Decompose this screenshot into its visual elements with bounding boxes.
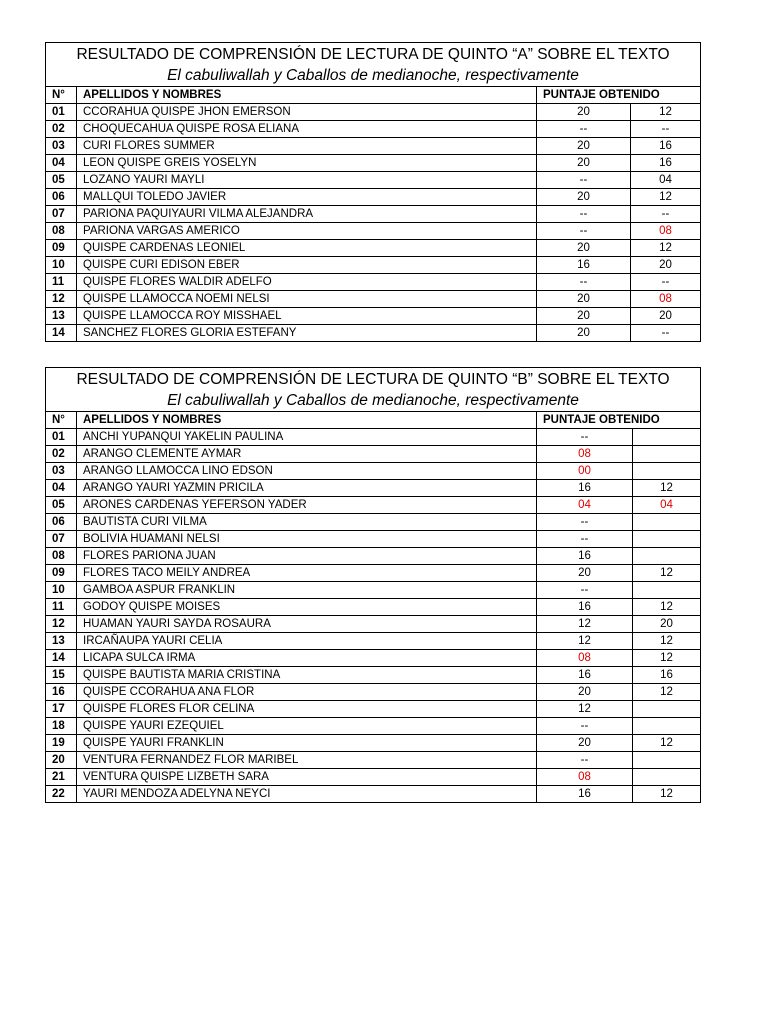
row-number: 05: [46, 497, 77, 514]
score-1: 20: [537, 138, 631, 155]
score-2: --: [631, 206, 701, 223]
score-1: --: [537, 223, 631, 240]
student-name: QUISPE YAURI FRANKLIN: [77, 735, 537, 752]
score-1: 08: [537, 769, 633, 786]
score-2: [633, 446, 701, 463]
score-1: --: [537, 429, 633, 446]
score-2: 12: [631, 189, 701, 206]
table-row: [46, 769, 701, 786]
results-table-quinto-a: [45, 42, 701, 342]
score-2: 16: [631, 155, 701, 172]
student-name: QUISPE CCORAHUA ANA FLOR: [77, 684, 537, 701]
score-2: [633, 514, 701, 531]
student-name: LEON QUISPE GREIS YOSELYN: [77, 155, 537, 172]
score-1: --: [537, 514, 633, 531]
table-row: [46, 548, 701, 565]
score-1: --: [537, 274, 631, 291]
student-name: FLORES PARIONA JUAN: [77, 548, 537, 565]
student-name: QUISPE FLORES FLOR CELINA: [77, 701, 537, 718]
row-number: 13: [46, 633, 77, 650]
row-number: 09: [46, 240, 77, 257]
student-name: VENTURA FERNANDEZ FLOR MARIBEL: [77, 752, 537, 769]
score-2: 12: [633, 735, 701, 752]
table-title: RESULTADO DE COMPRENSIÓN DE LECTURA DE QUINTO “A” SOBRE EL TEXTO: [76, 46, 670, 63]
row-number: 04: [46, 480, 77, 497]
table-row: [46, 633, 701, 650]
row-number: 16: [46, 684, 77, 701]
row-number: 10: [46, 257, 77, 274]
row-number: 07: [46, 531, 77, 548]
row-number: 03: [46, 138, 77, 155]
table-row: [46, 223, 701, 240]
row-number: 08: [46, 223, 77, 240]
score-1: 20: [537, 565, 633, 582]
score-1: 16: [537, 667, 633, 684]
score-1: 12: [537, 633, 633, 650]
score-2: 12: [631, 104, 701, 121]
score-2: 12: [633, 599, 701, 616]
row-number: 02: [46, 446, 77, 463]
row-number: 06: [46, 189, 77, 206]
row-number: 11: [46, 274, 77, 291]
score-2: --: [631, 274, 701, 291]
row-number: 12: [46, 291, 77, 308]
score-1: 12: [537, 701, 633, 718]
score-2: --: [631, 121, 701, 138]
student-name: QUISPE CARDENAS LEONIEL: [77, 240, 537, 257]
row-number: 14: [46, 325, 77, 342]
table-row: [46, 480, 701, 497]
score-2: 12: [633, 650, 701, 667]
table-row: [46, 104, 701, 121]
row-number: 15: [46, 667, 77, 684]
row-number: 11: [46, 599, 77, 616]
table-subtitle: El cabuliwallah y Caballos de medianoche, respectivamente: [167, 67, 579, 84]
table-row: [46, 429, 701, 446]
score-2: 12: [633, 480, 701, 497]
student-name: MALLQUI TOLEDO JAVIER: [77, 189, 537, 206]
student-name: PARIONA VARGAS AMERICO: [77, 223, 537, 240]
student-name: ARANGO CLEMENTE AYMAR: [77, 446, 537, 463]
table-row: [46, 565, 701, 582]
row-number: 04: [46, 155, 77, 172]
table-row: [46, 684, 701, 701]
student-name: GODOY QUISPE MOISES: [77, 599, 537, 616]
score-1: 16: [537, 480, 633, 497]
row-number: 22: [46, 786, 77, 803]
table-row: [46, 206, 701, 223]
student-name: PARIONA PAQUIYAURI VILMA ALEJANDRA: [77, 206, 537, 223]
score-2: 16: [631, 138, 701, 155]
score-2: [633, 582, 701, 599]
student-name: CCORAHUA QUISPE JHON EMERSON: [77, 104, 537, 121]
score-2: 12: [633, 565, 701, 582]
header-score: PUNTAJE OBTENIDO: [537, 412, 701, 429]
table-row: [46, 514, 701, 531]
table-row: [46, 155, 701, 172]
row-number: 02: [46, 121, 77, 138]
score-1: 20: [537, 155, 631, 172]
score-1: 16: [537, 548, 633, 565]
table-title-cell: [46, 43, 701, 87]
row-number: 08: [46, 548, 77, 565]
row-number: 19: [46, 735, 77, 752]
score-1: 16: [537, 599, 633, 616]
row-number: 14: [46, 650, 77, 667]
score-2: 08: [631, 223, 701, 240]
header-number: N°: [46, 87, 77, 104]
table-row: [46, 582, 701, 599]
score-1: 04: [537, 497, 633, 514]
score-1: 12: [537, 616, 633, 633]
student-name: ARANGO LLAMOCCA LINO EDSON: [77, 463, 537, 480]
student-name: LOZANO YAURI MAYLI: [77, 172, 537, 189]
row-number: 05: [46, 172, 77, 189]
student-name: ANCHI YUPANQUI YAKELIN PAULINA: [77, 429, 537, 446]
table-row: [46, 172, 701, 189]
header-names: APELLIDOS Y NOMBRES: [77, 412, 537, 429]
header-number: N°: [46, 412, 77, 429]
student-name: QUISPE BAUTISTA MARIA CRISTINA: [77, 667, 537, 684]
score-1: 08: [537, 650, 633, 667]
score-2: [633, 752, 701, 769]
score-2: [633, 718, 701, 735]
row-number: 09: [46, 565, 77, 582]
score-1: 20: [537, 308, 631, 325]
row-number: 06: [46, 514, 77, 531]
score-2: --: [631, 325, 701, 342]
score-1: --: [537, 752, 633, 769]
row-number: 03: [46, 463, 77, 480]
student-name: CURI FLORES SUMMER: [77, 138, 537, 155]
table-row: [46, 667, 701, 684]
student-name: BOLIVIA HUAMANI NELSI: [77, 531, 537, 548]
score-1: --: [537, 172, 631, 189]
student-name: BAUTISTA CURI VILMA: [77, 514, 537, 531]
row-number: 18: [46, 718, 77, 735]
table-row: [46, 497, 701, 514]
row-number: 01: [46, 429, 77, 446]
score-1: 20: [537, 240, 631, 257]
row-number: 10: [46, 582, 77, 599]
score-1: --: [537, 718, 633, 735]
header-score: PUNTAJE OBTENIDO: [537, 87, 701, 104]
score-1: 00: [537, 463, 633, 480]
table-row: [46, 599, 701, 616]
score-1: 20: [537, 735, 633, 752]
student-name: SANCHEZ FLORES GLORIA ESTEFANY: [77, 325, 537, 342]
score-2: [633, 769, 701, 786]
score-1: 20: [537, 325, 631, 342]
student-name: ARANGO YAURI YAZMIN PRICILA: [77, 480, 537, 497]
table-row: [46, 274, 701, 291]
score-1: 20: [537, 104, 631, 121]
score-2: 04: [631, 172, 701, 189]
score-1: 16: [537, 257, 631, 274]
table-row: [46, 752, 701, 769]
table-row: [46, 291, 701, 308]
score-2: 12: [633, 633, 701, 650]
table-row: [46, 325, 701, 342]
score-2: 16: [633, 667, 701, 684]
score-2: 12: [633, 786, 701, 803]
score-1: --: [537, 121, 631, 138]
score-2: 12: [633, 684, 701, 701]
score-2: [633, 701, 701, 718]
row-number: 01: [46, 104, 77, 121]
score-1: --: [537, 206, 631, 223]
table-subtitle: El cabuliwallah y Caballos de medianoche, respectivamente: [167, 392, 579, 409]
score-1: --: [537, 582, 633, 599]
student-name: ARONES CARDENAS YEFERSON YADER: [77, 497, 537, 514]
table-row: [46, 240, 701, 257]
header-names: APELLIDOS Y NOMBRES: [77, 87, 537, 104]
student-name: LICAPA SULCA IRMA: [77, 650, 537, 667]
student-name: QUISPE FLORES WALDIR ADELFO: [77, 274, 537, 291]
table-row: [46, 189, 701, 206]
student-name: IRCAÑAUPA YAURI CELIA: [77, 633, 537, 650]
student-name: QUISPE YAURI EZEQUIEL: [77, 718, 537, 735]
student-name: QUISPE CURI EDISON EBER: [77, 257, 537, 274]
results-table-quinto-b: [45, 367, 701, 803]
student-name: HUAMAN YAURI SAYDA ROSAURA: [77, 616, 537, 633]
score-1: 08: [537, 446, 633, 463]
table-row: [46, 308, 701, 325]
score-2: [633, 531, 701, 548]
score-2: [633, 548, 701, 565]
score-2: 12: [631, 240, 701, 257]
table-row: [46, 701, 701, 718]
table-row: [46, 531, 701, 548]
table-row: [46, 257, 701, 274]
table-row: [46, 138, 701, 155]
score-2: [633, 429, 701, 446]
table-row: [46, 786, 701, 803]
row-number: 13: [46, 308, 77, 325]
score-2: [633, 463, 701, 480]
student-name: QUISPE LLAMOCCA ROY MISSHAEL: [77, 308, 537, 325]
table-row: [46, 718, 701, 735]
student-name: FLORES TACO MEILY ANDREA: [77, 565, 537, 582]
score-1: 20: [537, 684, 633, 701]
table-row: [46, 121, 701, 138]
score-2: 08: [631, 291, 701, 308]
student-name: QUISPE LLAMOCCA NOEMI NELSI: [77, 291, 537, 308]
student-name: CHOQUECAHUA QUISPE ROSA ELIANA: [77, 121, 537, 138]
student-name: YAURI MENDOZA ADELYNA NEYCI: [77, 786, 537, 803]
table-row: [46, 446, 701, 463]
row-number: 20: [46, 752, 77, 769]
row-number: 12: [46, 616, 77, 633]
table-row: [46, 650, 701, 667]
table-title: RESULTADO DE COMPRENSIÓN DE LECTURA DE QUINTO “B” SOBRE EL TEXTO: [76, 371, 670, 388]
row-number: 07: [46, 206, 77, 223]
row-number: 21: [46, 769, 77, 786]
student-name: GAMBOA ASPUR FRANKLIN: [77, 582, 537, 599]
score-1: 16: [537, 786, 633, 803]
score-1: --: [537, 531, 633, 548]
score-2: 20: [633, 616, 701, 633]
score-2: 20: [631, 308, 701, 325]
score-2: 04: [633, 497, 701, 514]
table-row: [46, 735, 701, 752]
row-number: 17: [46, 701, 77, 718]
score-1: 20: [537, 189, 631, 206]
table-title-cell: [46, 368, 701, 412]
score-1: 20: [537, 291, 631, 308]
student-name: VENTURA QUISPE LIZBETH SARA: [77, 769, 537, 786]
table-row: [46, 616, 701, 633]
table-row: [46, 463, 701, 480]
score-2: 20: [631, 257, 701, 274]
